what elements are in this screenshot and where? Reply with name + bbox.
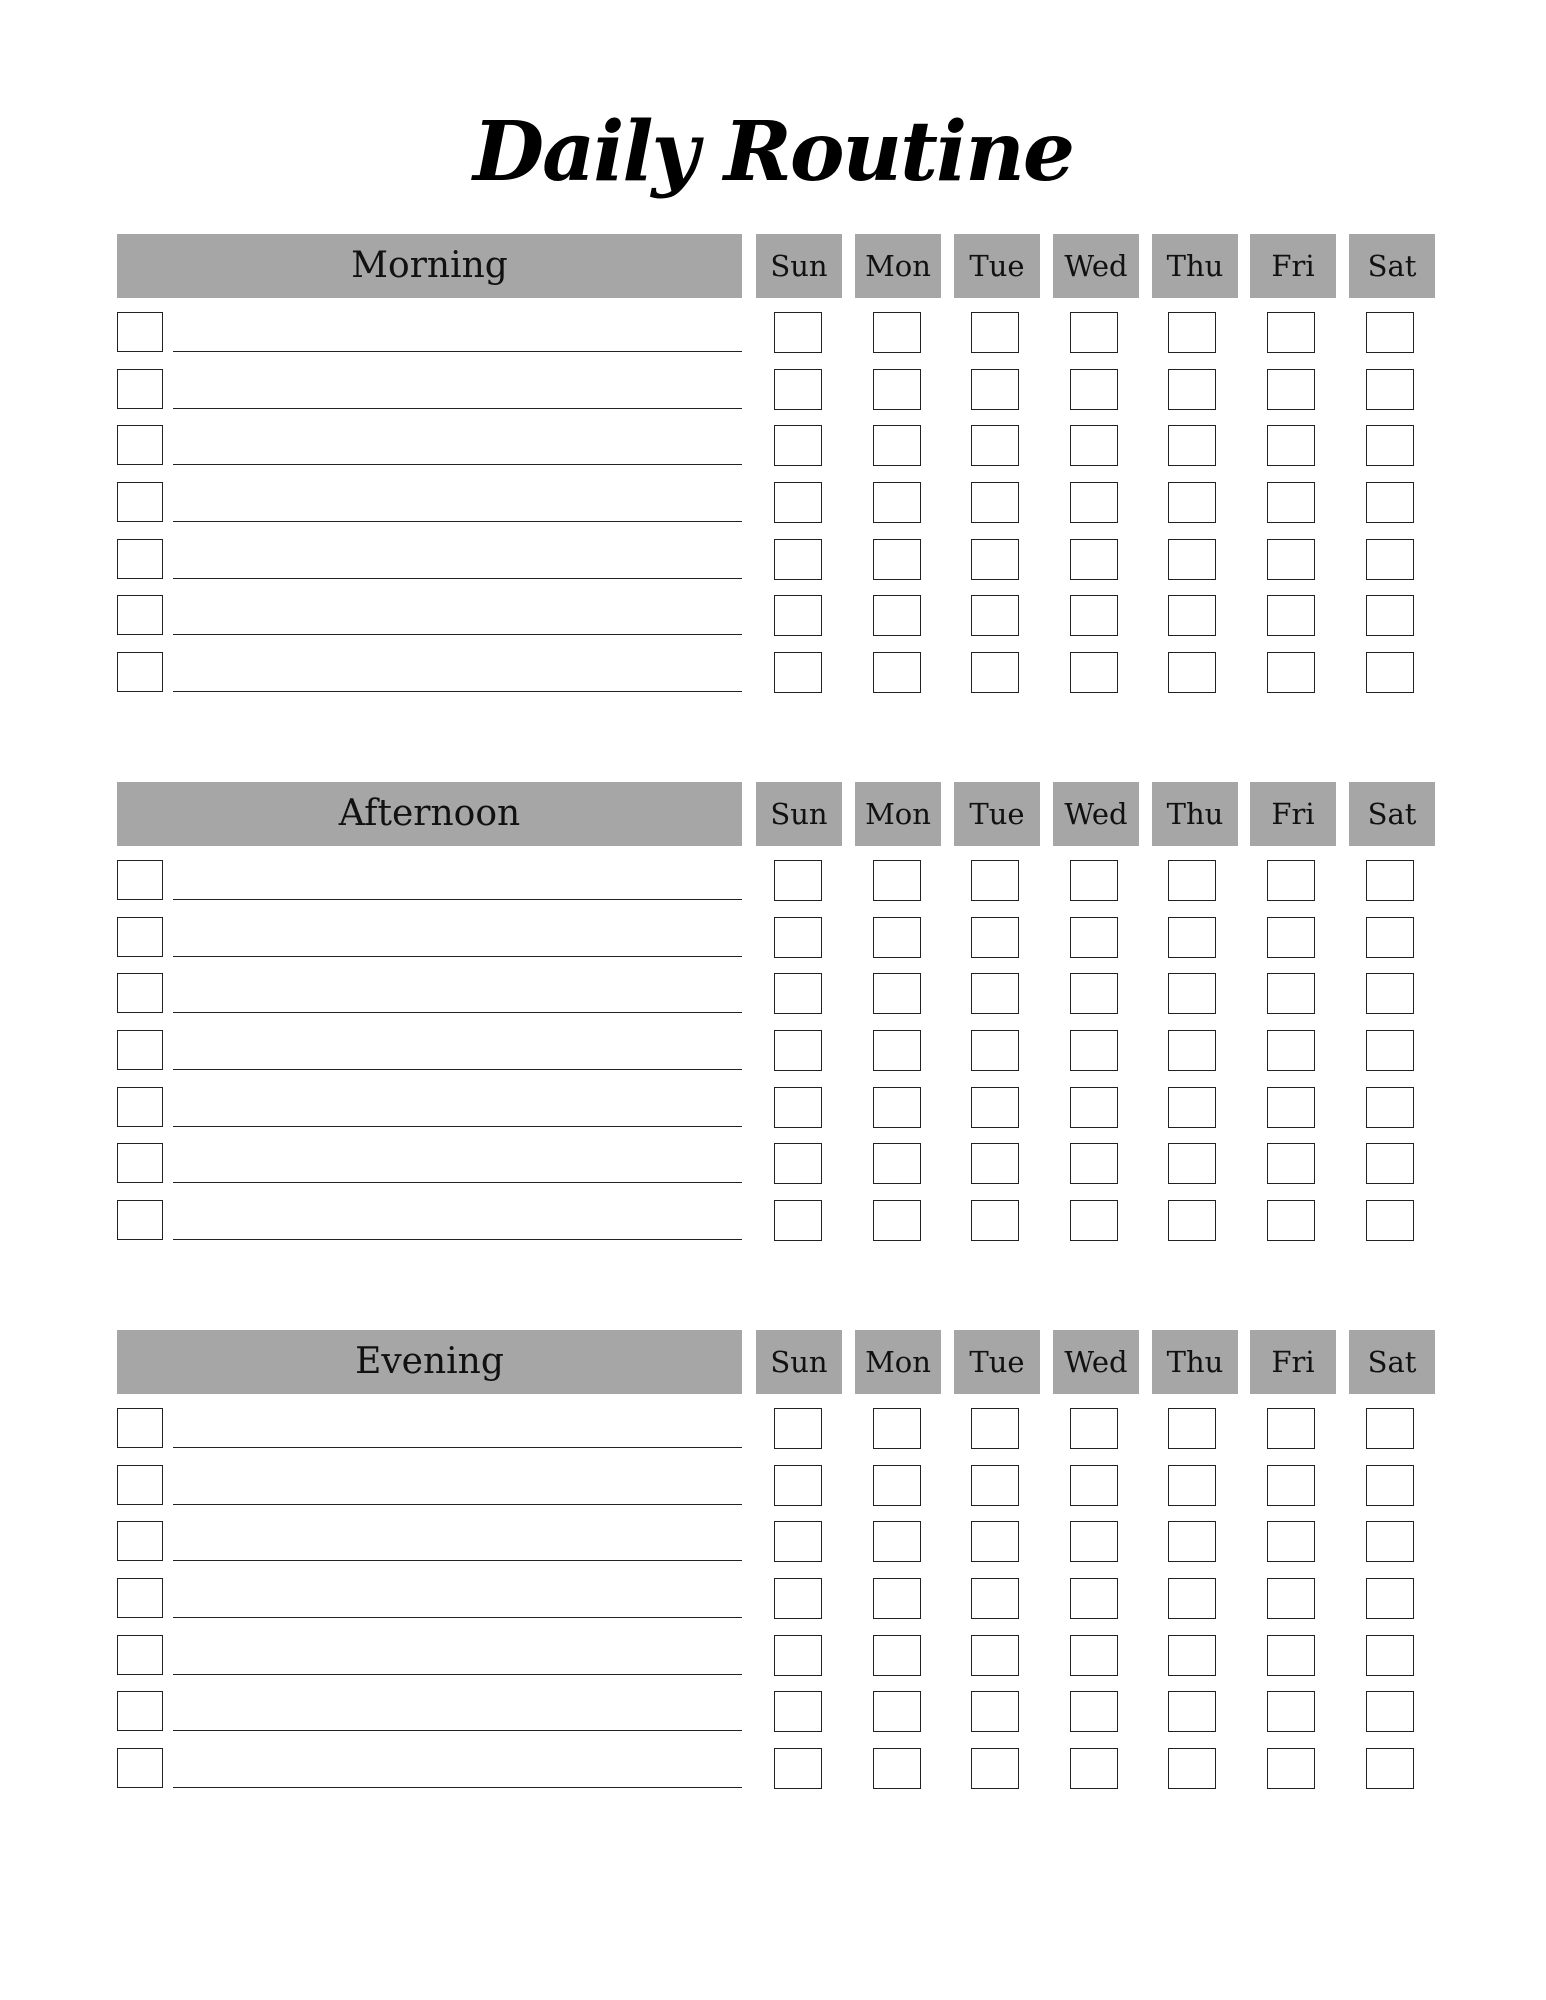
task-input-line[interactable]: [173, 1182, 742, 1183]
day-checkbox-fri[interactable]: [1267, 595, 1315, 636]
task-input-line[interactable]: [173, 634, 742, 635]
task-checkbox[interactable]: [117, 917, 163, 957]
day-checkbox-sun[interactable]: [774, 1087, 822, 1128]
day-checkbox-mon[interactable]: [873, 917, 921, 958]
day-checkbox-mon[interactable]: [873, 652, 921, 693]
task-checkbox[interactable]: [117, 595, 163, 635]
day-checkbox-sat[interactable]: [1366, 1635, 1414, 1676]
task-checkbox[interactable]: [117, 973, 163, 1013]
day-checkbox-mon[interactable]: [873, 369, 921, 410]
task-row: [117, 652, 1435, 694]
day-checkbox-thu[interactable]: [1168, 1691, 1216, 1732]
day-checkbox-tue[interactable]: [971, 652, 1019, 693]
day-checkbox-sat[interactable]: [1366, 1748, 1414, 1789]
day-checkbox-thu[interactable]: [1168, 652, 1216, 693]
day-checkbox-sun[interactable]: [774, 595, 822, 636]
day-checkbox-sat[interactable]: [1366, 1521, 1414, 1562]
task-checkbox[interactable]: [117, 652, 163, 692]
day-checkbox-wed[interactable]: [1070, 973, 1118, 1014]
day-checkbox-tue[interactable]: [971, 973, 1019, 1014]
task-row: [117, 312, 1435, 354]
day-checkbox-sun[interactable]: [774, 369, 822, 410]
day-checkbox-fri[interactable]: [1267, 973, 1315, 1014]
day-header-sun: Sun: [756, 782, 842, 846]
day-checkbox-thu[interactable]: [1168, 369, 1216, 410]
task-input-line[interactable]: [173, 691, 742, 692]
task-input-line[interactable]: [173, 408, 742, 409]
task-input-line[interactable]: [173, 1560, 742, 1561]
day-checkbox-sat[interactable]: [1366, 1578, 1414, 1619]
task-input-line[interactable]: [173, 956, 742, 957]
day-checkbox-sun[interactable]: [774, 973, 822, 1014]
day-checkbox-fri[interactable]: [1267, 860, 1315, 901]
day-checkbox-mon[interactable]: [873, 425, 921, 466]
day-header-tue: Tue: [954, 234, 1040, 298]
task-checkbox[interactable]: [117, 1087, 163, 1127]
day-checkbox-tue[interactable]: [971, 539, 1019, 580]
day-checkbox-fri[interactable]: [1267, 1143, 1315, 1184]
day-checkbox-thu[interactable]: [1168, 1087, 1216, 1128]
day-checkbox-wed[interactable]: [1070, 1087, 1118, 1128]
task-checkbox[interactable]: [117, 1521, 163, 1561]
day-checkbox-sun[interactable]: [774, 1578, 822, 1619]
day-checkbox-fri[interactable]: [1267, 1578, 1315, 1619]
day-checkbox-fri[interactable]: [1267, 1087, 1315, 1128]
day-checkbox-thu[interactable]: [1168, 1465, 1216, 1506]
day-checkbox-sun[interactable]: [774, 1030, 822, 1071]
day-header-wed: Wed: [1053, 1330, 1139, 1394]
day-checkbox-fri[interactable]: [1267, 369, 1315, 410]
day-checkbox-wed[interactable]: [1070, 595, 1118, 636]
day-checkbox-fri[interactable]: [1267, 1521, 1315, 1562]
day-checkbox-sat[interactable]: [1366, 860, 1414, 901]
day-checkbox-thu[interactable]: [1168, 482, 1216, 523]
task-row: [117, 539, 1435, 581]
page-title: Daily Routine: [472, 104, 1073, 200]
day-checkbox-thu[interactable]: [1168, 1200, 1216, 1241]
task-checkbox[interactable]: [117, 1200, 163, 1240]
day-checkbox-sat[interactable]: [1366, 539, 1414, 580]
day-header-sun: Sun: [756, 234, 842, 298]
day-checkbox-sat[interactable]: [1366, 917, 1414, 958]
day-checkbox-sun[interactable]: [774, 860, 822, 901]
task-row: [117, 425, 1435, 467]
day-checkbox-tue[interactable]: [971, 1521, 1019, 1562]
task-input-line[interactable]: [173, 1504, 742, 1505]
task-row: [117, 917, 1435, 959]
day-checkbox-fri[interactable]: [1267, 1635, 1315, 1676]
day-checkbox-mon[interactable]: [873, 1465, 921, 1506]
section-title: Morning: [117, 234, 742, 298]
task-checkbox[interactable]: [117, 312, 163, 352]
day-header-sun: Sun: [756, 1330, 842, 1394]
task-row: [117, 369, 1435, 411]
day-checkbox-tue[interactable]: [971, 1030, 1019, 1071]
day-checkbox-sat[interactable]: [1366, 1030, 1414, 1071]
day-checkbox-thu[interactable]: [1168, 1748, 1216, 1789]
day-checkbox-mon[interactable]: [873, 1748, 921, 1789]
day-checkbox-sat[interactable]: [1366, 973, 1414, 1014]
day-checkbox-thu[interactable]: [1168, 312, 1216, 353]
task-checkbox[interactable]: [117, 1691, 163, 1731]
day-checkbox-mon[interactable]: [873, 539, 921, 580]
task-input-line[interactable]: [173, 899, 742, 900]
day-checkbox-thu[interactable]: [1168, 425, 1216, 466]
day-checkbox-mon[interactable]: [873, 1635, 921, 1676]
day-checkbox-sat[interactable]: [1366, 1408, 1414, 1449]
section-afternoon: [117, 782, 1435, 1246]
day-checkbox-sat[interactable]: [1366, 1465, 1414, 1506]
task-checkbox[interactable]: [117, 1748, 163, 1788]
task-input-line[interactable]: [173, 464, 742, 465]
task-checkbox[interactable]: [117, 860, 163, 900]
day-checkbox-wed[interactable]: [1070, 860, 1118, 901]
day-checkbox-thu[interactable]: [1168, 1578, 1216, 1619]
day-checkbox-tue[interactable]: [971, 1143, 1019, 1184]
day-checkbox-mon[interactable]: [873, 860, 921, 901]
day-checkbox-mon[interactable]: [873, 1408, 921, 1449]
day-checkbox-wed[interactable]: [1070, 1143, 1118, 1184]
day-checkbox-fri[interactable]: [1267, 1408, 1315, 1449]
day-header-thu: Thu: [1152, 782, 1238, 846]
day-checkbox-tue[interactable]: [971, 1748, 1019, 1789]
day-checkbox-mon[interactable]: [873, 973, 921, 1014]
task-checkbox[interactable]: [117, 369, 163, 409]
day-checkbox-sun[interactable]: [774, 1408, 822, 1449]
day-checkbox-fri[interactable]: [1267, 1200, 1315, 1241]
day-checkbox-tue[interactable]: [971, 482, 1019, 523]
day-checkbox-fri[interactable]: [1267, 1465, 1315, 1506]
day-checkbox-wed[interactable]: [1070, 482, 1118, 523]
task-row: [117, 1030, 1435, 1072]
task-row: [117, 1521, 1435, 1563]
task-checkbox[interactable]: [117, 1143, 163, 1183]
day-checkbox-mon[interactable]: [873, 1521, 921, 1562]
task-checkbox[interactable]: [117, 482, 163, 522]
task-row: [117, 482, 1435, 524]
task-input-line[interactable]: [173, 1674, 742, 1675]
day-checkbox-tue[interactable]: [971, 369, 1019, 410]
day-header-mon: Mon: [855, 1330, 941, 1394]
day-checkbox-sun[interactable]: [774, 1521, 822, 1562]
task-row: [117, 1200, 1435, 1242]
day-checkbox-sun[interactable]: [774, 425, 822, 466]
day-checkbox-thu[interactable]: [1168, 860, 1216, 901]
day-checkbox-sun[interactable]: [774, 1748, 822, 1789]
day-checkbox-sun[interactable]: [774, 539, 822, 580]
task-row: [117, 1143, 1435, 1185]
day-checkbox-fri[interactable]: [1267, 652, 1315, 693]
task-row: [117, 973, 1435, 1015]
day-checkbox-sat[interactable]: [1366, 312, 1414, 353]
task-row: [117, 860, 1435, 902]
task-checkbox[interactable]: [117, 1465, 163, 1505]
task-input-line[interactable]: [173, 1447, 742, 1448]
day-header-sat: Sat: [1349, 234, 1435, 298]
day-checkbox-thu[interactable]: [1168, 973, 1216, 1014]
day-header-mon: Mon: [855, 234, 941, 298]
task-row: [117, 1087, 1435, 1129]
day-checkbox-wed[interactable]: [1070, 312, 1118, 353]
day-header-thu: Thu: [1152, 1330, 1238, 1394]
day-checkbox-sat[interactable]: [1366, 652, 1414, 693]
day-checkbox-sat[interactable]: [1366, 1691, 1414, 1732]
day-checkbox-tue[interactable]: [971, 1578, 1019, 1619]
day-checkbox-sat[interactable]: [1366, 482, 1414, 523]
day-checkbox-wed[interactable]: [1070, 369, 1118, 410]
day-header-sat: Sat: [1349, 782, 1435, 846]
day-checkbox-fri[interactable]: [1267, 425, 1315, 466]
day-checkbox-sat[interactable]: [1366, 1200, 1414, 1241]
task-input-line[interactable]: [173, 1617, 742, 1618]
section-title: Evening: [117, 1330, 742, 1394]
day-checkbox-tue[interactable]: [971, 312, 1019, 353]
day-checkbox-mon[interactable]: [873, 1578, 921, 1619]
task-row: [117, 1408, 1435, 1450]
task-checkbox[interactable]: [117, 1030, 163, 1070]
day-checkbox-tue[interactable]: [971, 1200, 1019, 1241]
day-checkbox-wed[interactable]: [1070, 425, 1118, 466]
day-checkbox-mon[interactable]: [873, 312, 921, 353]
day-checkbox-sun[interactable]: [774, 1143, 822, 1184]
day-checkbox-sat[interactable]: [1366, 369, 1414, 410]
day-header-tue: Tue: [954, 782, 1040, 846]
task-checkbox[interactable]: [117, 1408, 163, 1448]
day-checkbox-mon[interactable]: [873, 1087, 921, 1128]
day-checkbox-mon[interactable]: [873, 1691, 921, 1732]
day-checkbox-wed[interactable]: [1070, 1521, 1118, 1562]
day-checkbox-sat[interactable]: [1366, 425, 1414, 466]
day-checkbox-mon[interactable]: [873, 1200, 921, 1241]
day-header-tue: Tue: [954, 1330, 1040, 1394]
day-checkbox-tue[interactable]: [971, 1691, 1019, 1732]
day-checkbox-tue[interactable]: [971, 1408, 1019, 1449]
day-checkbox-sun[interactable]: [774, 1465, 822, 1506]
day-checkbox-thu[interactable]: [1168, 539, 1216, 580]
day-checkbox-wed[interactable]: [1070, 1465, 1118, 1506]
task-row: [117, 1748, 1435, 1790]
day-checkbox-mon[interactable]: [873, 482, 921, 523]
day-header-sat: Sat: [1349, 1330, 1435, 1394]
day-checkbox-thu[interactable]: [1168, 1521, 1216, 1562]
day-checkbox-mon[interactable]: [873, 1030, 921, 1071]
task-input-line[interactable]: [173, 1069, 742, 1070]
day-checkbox-wed[interactable]: [1070, 1578, 1118, 1619]
task-row: [117, 1578, 1435, 1620]
day-checkbox-sat[interactable]: [1366, 1143, 1414, 1184]
day-checkbox-tue[interactable]: [971, 1635, 1019, 1676]
day-checkbox-sun[interactable]: [774, 1635, 822, 1676]
task-row: [117, 1691, 1435, 1733]
section-header-row: [117, 782, 1435, 846]
task-input-line[interactable]: [173, 1787, 742, 1788]
day-checkbox-thu[interactable]: [1168, 595, 1216, 636]
day-checkbox-mon[interactable]: [873, 1143, 921, 1184]
task-row: [117, 1465, 1435, 1507]
task-checkbox[interactable]: [117, 1635, 163, 1675]
day-checkbox-wed[interactable]: [1070, 917, 1118, 958]
section-evening: [117, 1330, 1435, 1794]
day-header-mon: Mon: [855, 782, 941, 846]
day-checkbox-wed[interactable]: [1070, 1748, 1118, 1789]
day-checkbox-sun[interactable]: [774, 1200, 822, 1241]
day-checkbox-tue[interactable]: [971, 425, 1019, 466]
day-checkbox-thu[interactable]: [1168, 917, 1216, 958]
day-checkbox-thu[interactable]: [1168, 1408, 1216, 1449]
section-morning: [117, 234, 1435, 698]
day-header-fri: Fri: [1250, 782, 1336, 846]
day-checkbox-wed[interactable]: [1070, 1635, 1118, 1676]
day-checkbox-sat[interactable]: [1366, 1087, 1414, 1128]
day-checkbox-fri[interactable]: [1267, 539, 1315, 580]
day-checkbox-fri[interactable]: [1267, 482, 1315, 523]
task-input-line[interactable]: [173, 1126, 742, 1127]
day-checkbox-wed[interactable]: [1070, 1200, 1118, 1241]
day-header-thu: Thu: [1152, 234, 1238, 298]
day-checkbox-wed[interactable]: [1070, 539, 1118, 580]
day-header-wed: Wed: [1053, 234, 1139, 298]
day-checkbox-wed[interactable]: [1070, 1408, 1118, 1449]
task-input-line[interactable]: [173, 1239, 742, 1240]
task-checkbox[interactable]: [117, 425, 163, 465]
day-checkbox-thu[interactable]: [1168, 1143, 1216, 1184]
day-checkbox-sat[interactable]: [1366, 595, 1414, 636]
task-input-line[interactable]: [173, 1730, 742, 1731]
day-header-wed: Wed: [1053, 782, 1139, 846]
task-row: [117, 595, 1435, 637]
day-header-fri: Fri: [1250, 234, 1336, 298]
day-checkbox-sun[interactable]: [774, 312, 822, 353]
task-input-line[interactable]: [173, 351, 742, 352]
section-header-row: [117, 1330, 1435, 1394]
day-checkbox-sun[interactable]: [774, 652, 822, 693]
day-checkbox-tue[interactable]: [971, 1087, 1019, 1128]
day-checkbox-tue[interactable]: [971, 595, 1019, 636]
day-checkbox-fri[interactable]: [1267, 917, 1315, 958]
day-checkbox-wed[interactable]: [1070, 1030, 1118, 1071]
day-checkbox-fri[interactable]: [1267, 1030, 1315, 1071]
task-input-line[interactable]: [173, 578, 742, 579]
section-title: Afternoon: [117, 782, 742, 846]
day-checkbox-sun[interactable]: [774, 917, 822, 958]
day-checkbox-fri[interactable]: [1267, 312, 1315, 353]
day-checkbox-sun[interactable]: [774, 482, 822, 523]
task-checkbox[interactable]: [117, 1578, 163, 1618]
day-checkbox-wed[interactable]: [1070, 1691, 1118, 1732]
task-input-line[interactable]: [173, 1012, 742, 1013]
task-checkbox[interactable]: [117, 539, 163, 579]
day-checkbox-tue[interactable]: [971, 917, 1019, 958]
day-checkbox-thu[interactable]: [1168, 1635, 1216, 1676]
day-checkbox-fri[interactable]: [1267, 1691, 1315, 1732]
task-row: [117, 1635, 1435, 1677]
day-checkbox-fri[interactable]: [1267, 1748, 1315, 1789]
day-header-fri: Fri: [1250, 1330, 1336, 1394]
day-checkbox-tue[interactable]: [971, 860, 1019, 901]
section-header-row: [117, 234, 1435, 298]
task-input-line[interactable]: [173, 521, 742, 522]
day-checkbox-tue[interactable]: [971, 1465, 1019, 1506]
day-checkbox-thu[interactable]: [1168, 1030, 1216, 1071]
day-checkbox-wed[interactable]: [1070, 652, 1118, 693]
day-checkbox-sun[interactable]: [774, 1691, 822, 1732]
day-checkbox-mon[interactable]: [873, 595, 921, 636]
